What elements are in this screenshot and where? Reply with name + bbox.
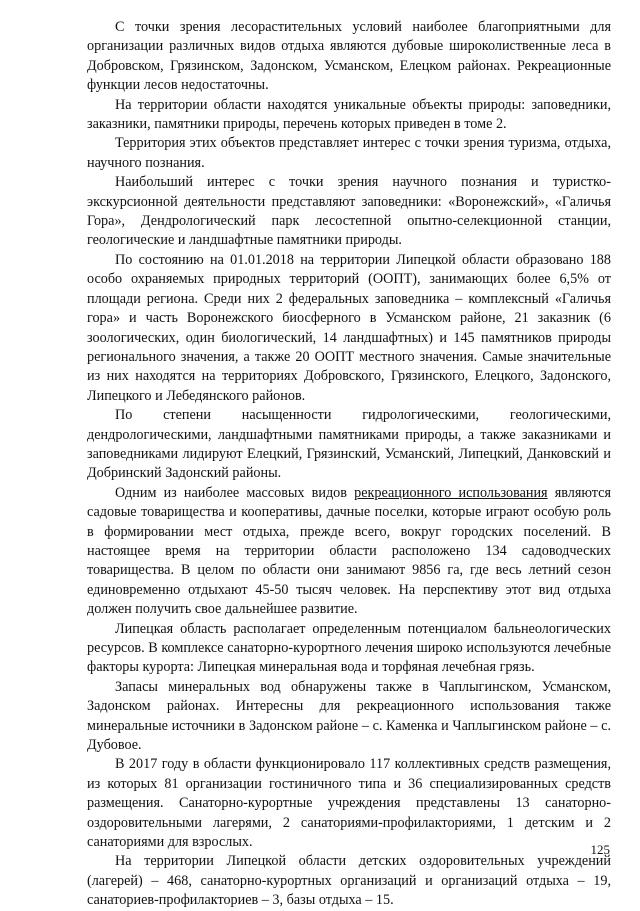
paragraph [87, 484, 611, 620]
paragraph: С точки зрения лесорастительных условий наиболее благоприятными для организации различных видов отдыха являются дубовые широколиственные леса в Добровском, Грязинском, Задонском, Усманском, Елецком районах. Рекреационные функции лесов недостаточны. [87, 19, 611, 94]
paragraph: По состоянию на 01.01.2018 на территории Липецкой области образовано 188 особо охраняемых природных территорий (ООПТ), занимающих более 6,5% от площади региона. Среди них 2 федеральных заповедника – комплексный «Галичья гора» и часть Воронежского биосферного в Усманском районе, 21 заказник (6 зоологических, один биологический, 14 ландшафтных) и 145 памятников природы регионального значения, а также 20 ООПТ местного значения. Самые значительные из них находятся на территориях Добровского, Грязинского, Елецкого, Задонского, Липецкого и Лебедянского районов. [87, 251, 611, 404]
paragraph-text: Одним из наиболее массовых видов [115, 484, 355, 501]
paragraph: Запасы минеральных вод обнаружены также в Чаплыгинском, Усманском, Задонском районах. Интересны для рекреационного использования также минеральные источники в Задонском районе – с. Каменка и Чаплыгинском районе – с. Дубовое. [87, 678, 611, 754]
paragraph: Территория этих объектов представляет интерес с точки зрения туризма, отдыха, научного познания. [87, 135, 611, 171]
underlined-term: рекреационного использования [354, 484, 548, 501]
paragraph: Липецкая область располагает определенным потенциалом бальнеологических ресурсов. В комплексе санаторно-курортного лечения широко используются лечебные факторы курорта: Липецкая минеральная вода и торфяная лечебная грязь. [87, 620, 611, 676]
paragraph: По степени насыщенности гидрологическими, геологическими, дендрологическими, ландшафтными памятниками природы, а также заказниками и заповедниками лидируют Елецкий, Грязинский, Усманский, Липецкий, Данковский и Добринский Задонский районы. [87, 407, 611, 482]
paragraph: В 2017 году в области функционировало 117 коллективных средств размещения, из которых 81 организации гостиничного типа и 36 специализированных средств размещения. Санаторно-курортные учреждения представлены 13 санаторно-оздоровительными лагерями, 2 санаториями-профилакториями, 1 детским и 2 санаториями для взрослых. [87, 756, 611, 851]
paragraph: На территории области находятся уникальные объекты природы: заповедники, заказники, памятники природы, перечень которых приведен в томе 2. [87, 96, 611, 133]
paragraph: Наибольший интерес с точки зрения научного познания и туристко-экскурсионной деятельности представляют заповедники: «Воронежский», «Галичья Гора», Дендрологический парк лесостепной опытно-селекционной станции, геологические и ландшафтные памятники природы. [87, 174, 611, 249]
paragraph-text: являются садовые товарищества и кооперативы, дачные поселки, которые играют особую роль в формировании мест отдыха, прежде всего, вокруг городских поселений. В настоящее время на территории области расположено 134 садоводческих товарищества. В целом по области они занимают 9856 га, где весь летний сезон единовременно отдыхают 45-50 тысяч человек. На перспективу этот вид отдыха должен получить свое дальнейшее развитие. [87, 484, 611, 618]
body-text [87, 18, 611, 911]
page-number: 125 [590, 842, 610, 857]
paragraph: На территории Липецкой области детских оздоровительных учреждений (лагерей) – 468, санаторно-курортных организаций и организаций отдыха – 19, санаториев-профилакториев – 3, базы отдыха – 15. [87, 853, 611, 909]
